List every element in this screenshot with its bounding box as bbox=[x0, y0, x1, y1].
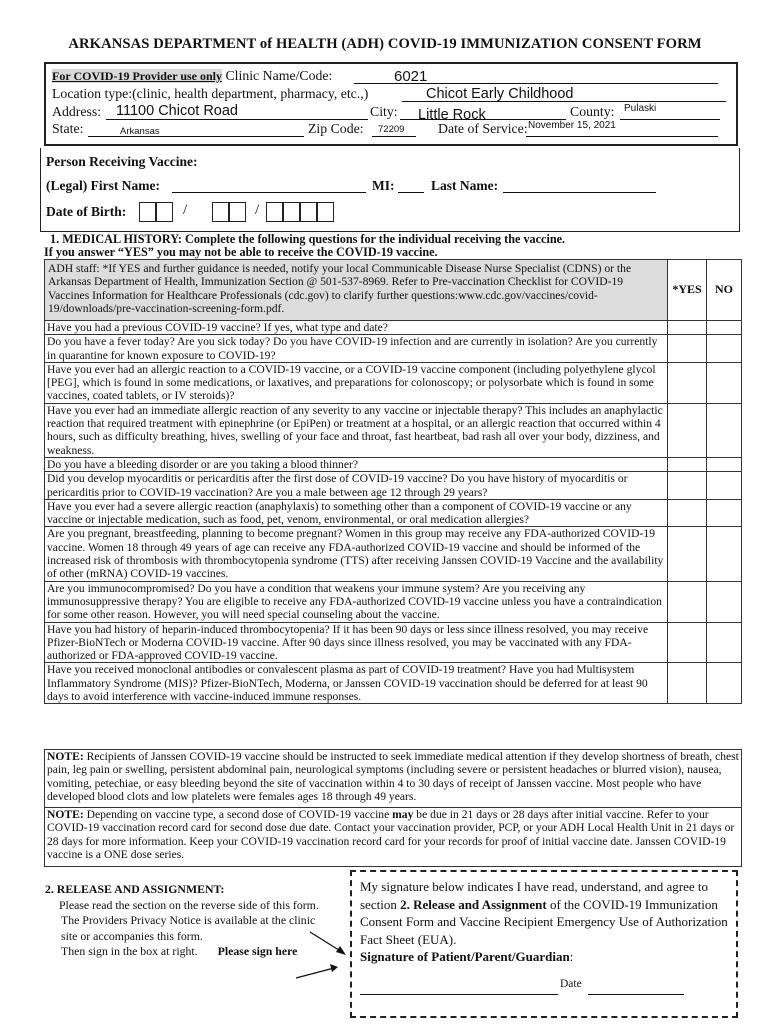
yes-checkbox[interactable] bbox=[668, 581, 707, 622]
statement-text: My signature below indicates I have read, understand, and agree to section bbox=[360, 879, 708, 912]
question-text: Have you had history of heparin-induced thrombocytopenia? If it has been 90 days or less since illness resolved, you may receive Pfizer-BioNTech or Moderna COVID-19 vaccine. After 90 days since illness resolved, you may be vaccinated with any FDA-authorized or FDA-approved COVID-19 vaccine. bbox=[45, 622, 668, 663]
yes-checkbox[interactable] bbox=[668, 335, 707, 363]
signature-label-row bbox=[360, 948, 728, 966]
question-row bbox=[45, 527, 742, 581]
question-row bbox=[45, 472, 742, 500]
table-header-row bbox=[45, 260, 742, 321]
question-text: Have you received monoclonal antibodies or convalescent plasma as part of COVID-19 treatment? Have you had Multisystem Inflammatory Syndrome (MIS)? Pfizer-BioNTech, Moderna, or Janssen COVID-19 vaccination should be deferred for at least 90 days to avoid interference with vaccine-induced immune responses. bbox=[45, 663, 668, 704]
release-line: The Providers Privacy Notice is available at the clinic bbox=[61, 913, 316, 927]
no-checkbox[interactable] bbox=[707, 499, 742, 527]
note-text: be due in 21 days or 28 days after initial vaccine. Refer to your COVID-19 vaccination record card for second dose due date. Contact your vaccination provider, PCP, or your ADH Local Health Unit in 21 days or 28 days for more information. Keep your COVID-19 vaccination record card for your records for proof of initial vaccine date. Janssen COVID-19 vaccine is a ONE dose series. bbox=[47, 808, 735, 861]
question-text: Are you pregnant, breastfeeding, planning to become pregnant? Women in this group may receive any FDA-authorized COVID-19 vaccine. Women 18 through 49 years of age can receive any FDA-authorized COVID-19 vaccine and should be informed of the increased risk of thrombosis with thrombocytopenia syndrome (TTS) after receiving Janssen COVID-19 Vaccine and the availability of other (mRNA) COVID-19 vaccines. bbox=[45, 527, 668, 581]
question-text: Have you ever had an allergic reaction to a COVID-19 vaccine, or a COVID-19 vaccine component (including polyethylene glycol [PEG], which is found in some medications, or laxatives, and preparations for colonoscopy; or polysorbate which is found in some vaccines, coated tablets, or IV steroids)? bbox=[45, 362, 668, 403]
first-name-label: (Legal) First Name: bbox=[46, 178, 160, 193]
dob-day-box[interactable] bbox=[212, 202, 229, 222]
second-dose-note bbox=[44, 808, 742, 867]
signature-statement bbox=[360, 878, 728, 948]
county-label: County: bbox=[570, 104, 615, 119]
signature-field[interactable] bbox=[360, 980, 558, 995]
dob-separator: / bbox=[255, 202, 260, 218]
last-name-label: Last Name: bbox=[431, 178, 499, 193]
medical-history-warning: If you answer “YES” you may not be able to receive the COVID-19 vaccine. bbox=[44, 245, 438, 259]
note-text: Recipients of Janssen COVID-19 vaccine should be instructed to seek immediate medical attention if they develop shortness of breath, chest pain, leg pain or swelling, persistent abdominal pain, neurological symptoms (including severe or persistent headaches or blurred vision), nausea, vomiting, petechiae, or easy bleeding beyond the site of vaccination within 4 to 30 days of receipt of Janssen vaccine. Most people who have developed blood clots and low platelets were females ages 18 through 49 years. bbox=[47, 750, 739, 803]
signature-colon: : bbox=[569, 949, 574, 964]
question-row bbox=[45, 362, 742, 403]
question-row bbox=[45, 622, 742, 663]
question-row bbox=[45, 499, 742, 527]
no-column-header: NO bbox=[707, 260, 742, 321]
question-row bbox=[45, 403, 742, 457]
clinic-row bbox=[52, 68, 332, 84]
yes-checkbox[interactable] bbox=[668, 472, 707, 500]
state-field[interactable]: Arkansas bbox=[120, 126, 160, 137]
note-label: NOTE: bbox=[47, 808, 84, 821]
dob-year-box[interactable] bbox=[266, 202, 283, 222]
signature-label: Signature of Patient/Parent/Guardian bbox=[360, 949, 570, 964]
question-text: Did you develop myocarditis or pericarditis after the first dose of COVID-19 vaccine? Do you have history of myocarditis or pericarditis prior to COVID-19 vaccination? Are you a male between age 12 through 29 years? bbox=[45, 472, 668, 500]
sign-arrows-icon bbox=[290, 930, 352, 990]
signature-date-field[interactable] bbox=[588, 980, 684, 995]
janssen-note bbox=[44, 749, 742, 808]
yes-checkbox[interactable] bbox=[668, 499, 707, 527]
address-field-line bbox=[106, 119, 368, 120]
question-row bbox=[45, 581, 742, 622]
person-heading: Person Receiving Vaccine: bbox=[46, 154, 198, 169]
no-checkbox[interactable] bbox=[707, 403, 742, 457]
statement-emphasis: 2. Release and Assignment bbox=[400, 896, 547, 912]
location-type-field[interactable]: Chicot Early Childhood bbox=[426, 86, 574, 102]
date-label: Date bbox=[560, 978, 582, 990]
mi-label: MI: bbox=[372, 178, 395, 193]
no-checkbox[interactable] bbox=[707, 321, 742, 335]
provider-use-only-label: For COVID-19 Provider use only bbox=[52, 69, 222, 83]
question-row bbox=[45, 457, 742, 471]
mi-field[interactable] bbox=[398, 192, 424, 193]
form-title: ARKANSAS DEPARTMENT of HEALTH (ADH) COVID-19 IMMUNIZATION CONSENT FORM bbox=[68, 36, 702, 52]
no-checkbox[interactable] bbox=[707, 663, 742, 704]
release-section bbox=[45, 882, 319, 960]
question-row bbox=[45, 335, 742, 363]
no-checkbox[interactable] bbox=[707, 622, 742, 663]
question-row bbox=[45, 663, 742, 704]
question-text: Have you ever had a severe allergic reaction (anaphylaxis) to something other than a component of COVID-19 vaccine or any vaccine or injectable medication, such as food, pet, venom, environmental, or oral medication allergies? bbox=[45, 499, 668, 527]
question-text: Do you have a bleeding disorder or are you taking a blood thinner? bbox=[45, 457, 668, 471]
no-checkbox[interactable] bbox=[707, 581, 742, 622]
county-field[interactable]: Pulaski bbox=[624, 103, 657, 114]
no-checkbox[interactable] bbox=[707, 335, 742, 363]
last-name-field[interactable] bbox=[503, 192, 656, 193]
adh-staff-note: ADH staff: *If YES and further guidance is needed, notify your local Communicable Disease Nurse Specialist (CDNS) or the Arkansas Department of Health, Immunization Section @ 501-537-8969. Refer to Pre-vaccination Checklist for COVID-19 Vaccines Information for Healthcare Professionals (cdc.gov) to clarify further questions:www.cdc.gov/vaccines/covid-19/downloads/pre-vaccination-screening-form.pdf. bbox=[45, 260, 668, 321]
note-text: Depending on vaccine type, a second dose of COVID-19 vaccine bbox=[83, 808, 393, 821]
date-of-service-field[interactable]: November 15, 2021 bbox=[528, 120, 616, 131]
no-checkbox[interactable] bbox=[707, 472, 742, 500]
release-line: Then sign in the box at right. bbox=[61, 944, 198, 958]
question-text: Are you immunocompromised? Do you have a condition that weakens your immune system? Are you receiving any immunosuppressive therapy? You are eligible to receive any FDA-authorized COVID-19 vaccine unless you have a contraindication for some other reason. However, you will need special counseling about the vaccine. bbox=[45, 581, 668, 622]
question-row bbox=[45, 321, 742, 335]
yes-checkbox[interactable] bbox=[668, 663, 707, 704]
note-emphasis: may bbox=[392, 808, 414, 821]
first-name-field[interactable] bbox=[172, 192, 366, 193]
release-line: Please read the section on the reverse side of this form. bbox=[59, 897, 319, 912]
location-label: Location type:(clinic, health department, pharmacy, etc.,) bbox=[52, 86, 369, 101]
no-checkbox[interactable] bbox=[707, 527, 742, 581]
county-field-line bbox=[620, 119, 720, 120]
yes-checkbox[interactable] bbox=[668, 321, 707, 335]
signature-box bbox=[350, 870, 738, 1018]
dob-month-box[interactable] bbox=[139, 202, 156, 222]
date-of-service-line bbox=[526, 136, 718, 137]
person-section bbox=[40, 148, 740, 232]
dob-separator: / bbox=[183, 202, 188, 218]
statement-text: of the COVID-19 Immunization Consent Form and Vaccine Recipient Emergency Use of Authorization Fact Sheet (EUA). bbox=[360, 896, 728, 947]
dob-month-box[interactable] bbox=[156, 202, 173, 222]
dob-year-box[interactable] bbox=[300, 202, 317, 222]
question-text: Do you have a fever today? Are you sick today? Do you have COVID-19 infection and are currently in isolation? Are you currently in quarantine for known exposure to COVID-19? bbox=[45, 335, 668, 363]
note-label: NOTE: bbox=[47, 750, 84, 763]
yes-column-header: *YES bbox=[668, 260, 707, 321]
medical-history-heading: 1. MEDICAL HISTORY: Complete the following questions for the individual receiving the vaccine. bbox=[50, 232, 566, 246]
date-of-service-label: Date of Service: bbox=[438, 121, 528, 136]
dob-year-box[interactable] bbox=[283, 202, 300, 222]
no-checkbox[interactable] bbox=[707, 457, 742, 471]
release-line: site or accompanies this form. bbox=[61, 928, 203, 943]
dob-label: Date of Birth: bbox=[46, 204, 127, 219]
provider-section bbox=[44, 62, 738, 146]
yes-checkbox[interactable] bbox=[668, 457, 707, 471]
dob-year-box[interactable] bbox=[317, 202, 334, 222]
yes-checkbox[interactable] bbox=[668, 622, 707, 663]
zip-label: Zip Code: bbox=[308, 121, 364, 136]
dob-day-box[interactable] bbox=[229, 202, 246, 222]
address-field[interactable]: 11100 Chicot Road bbox=[116, 103, 238, 119]
release-heading: 2. RELEASE AND ASSIGNMENT: bbox=[45, 882, 225, 896]
yes-checkbox[interactable] bbox=[668, 362, 707, 403]
zip-field[interactable]: 72209 bbox=[378, 124, 405, 135]
state-label: State: bbox=[52, 121, 84, 136]
please-sign-here-label: Please sign here bbox=[217, 944, 298, 958]
clinic-code-field[interactable]: 6021 bbox=[394, 68, 428, 85]
city-field[interactable]: Little Rock bbox=[418, 107, 486, 123]
yes-checkbox[interactable] bbox=[668, 403, 707, 457]
city-label: City: bbox=[370, 104, 398, 119]
clinic-label: Clinic Name/Code: bbox=[225, 68, 333, 83]
question-text: Have you had a previous COVID-19 vaccine? If yes, what type and date? bbox=[45, 321, 668, 335]
yes-checkbox[interactable] bbox=[668, 527, 707, 581]
zip-field-line bbox=[372, 136, 416, 137]
address-label: Address: bbox=[52, 104, 102, 119]
medical-questions-table bbox=[44, 259, 742, 704]
question-text: Have you ever had an immediate allergic reaction of any severity to any vaccine or injectable therapy? This includes an anaphylactic reaction that required treatment with epinephrine (or EpiPen) or treatment at a hospital, or an allergic reaction that occurred within 4 hours, such as difficulty breathing, hives, swelling of your face and throat, fast heartbeat, bad rash all over your body, dizziness, and weakness. bbox=[45, 403, 668, 457]
no-checkbox[interactable] bbox=[707, 362, 742, 403]
